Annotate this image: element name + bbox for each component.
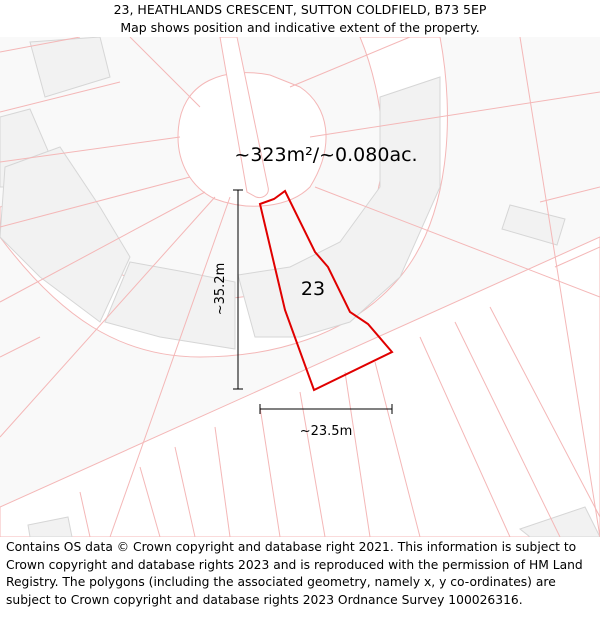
map-subtitle: Map shows position and indicative extent of the property. xyxy=(120,20,480,35)
map-header xyxy=(0,0,600,37)
building xyxy=(0,147,130,322)
area-label: ~323m²/~0.080ac. xyxy=(234,144,418,166)
height-measure-label: ~35.2m xyxy=(213,262,228,316)
property-map[interactable] xyxy=(0,37,600,537)
width-measure-label: ~23.5m xyxy=(299,424,353,439)
property-address-title: 23, HEATHLANDS CRESCENT, SUTTON COLDFIELD, B73 5EP xyxy=(113,2,487,17)
copyright-attribution: Contains OS data © Crown copyright and database right 2021. This information is subject to Crown copyright and database rights 2023 and is reproduced with the permission of HM Land Registry. The polygons (including the associated geometry, namely x, y co-ordinates) are subject to Crown copyright and database rights 2023 Ordnance Survey 100026316. xyxy=(6,540,583,607)
building xyxy=(502,205,565,245)
map-canvas[interactable] xyxy=(0,37,600,537)
plot-number-label: 23 xyxy=(300,278,326,300)
